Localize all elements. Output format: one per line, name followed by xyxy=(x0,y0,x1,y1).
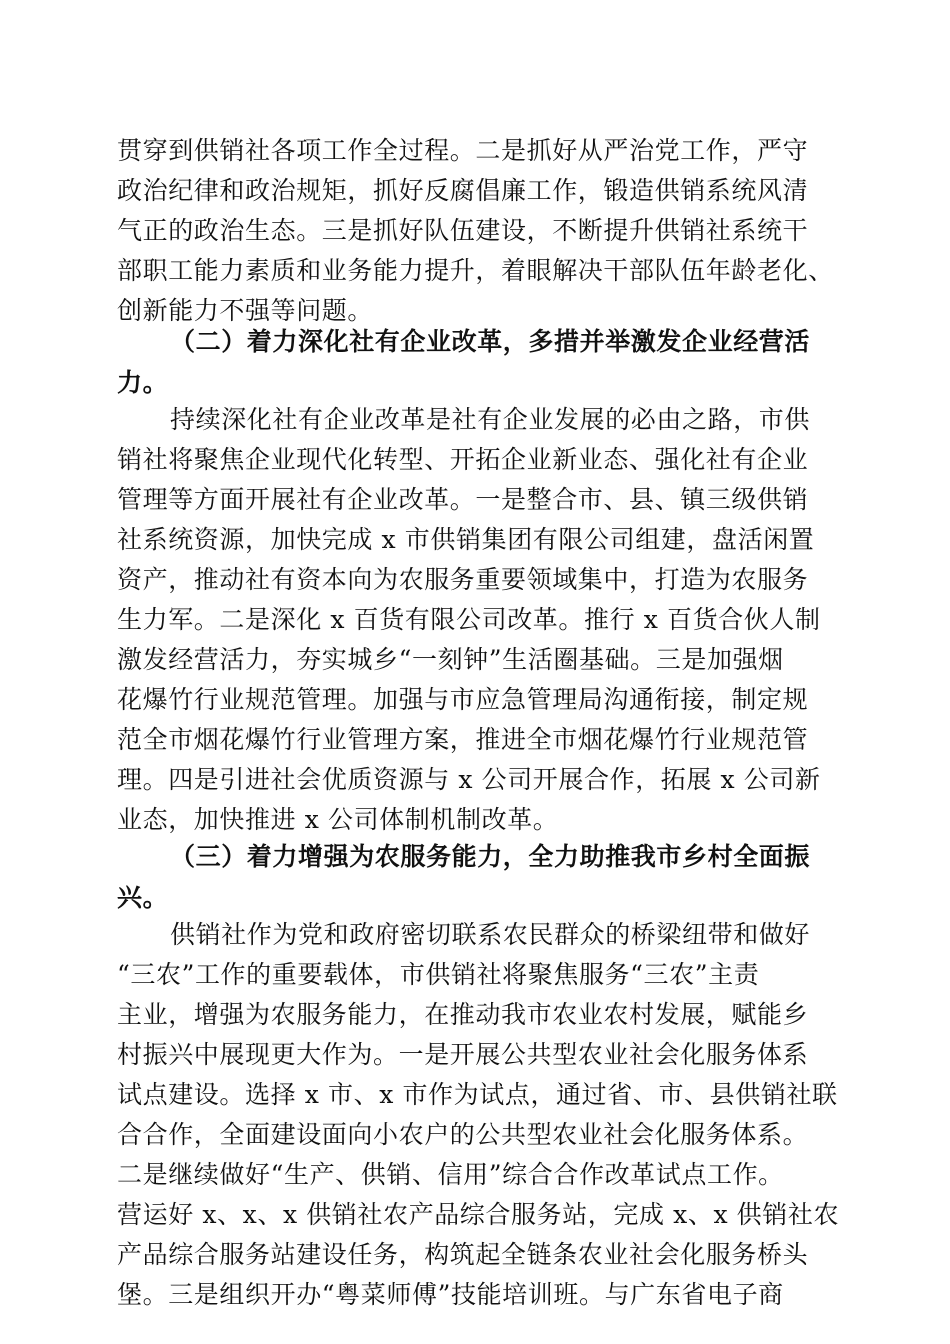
text-line: 生力军。二是深化 x 百货有限公司改革。推行 x 百货合伙人制 xyxy=(117,605,821,634)
text-line: 管理等方面开展社有企业改革。一是整合市、县、镇三级供销 xyxy=(117,485,809,514)
text-line: 村振兴中展现更大作为。一是开展公共型农业社会化服务体系 xyxy=(117,1040,809,1069)
text-line: 部职工能力素质和业务能力提升，着眼解决干部队伍年龄老化、 xyxy=(117,256,834,285)
text-line: 试点建设。选择 x 市、x 市作为试点，通过省、市、县供销社联 xyxy=(117,1080,838,1109)
section-heading: （三）着力增强为农服务能力，全力助推我市乡村全面振 xyxy=(170,842,811,871)
text-line: 激发经营活力，夯实城乡“一刻钟”生活圈基础。三是加强烟 xyxy=(117,645,784,674)
text-line: 业态，加快推进 x 公司体制机制改革。 xyxy=(117,805,559,834)
text-line: 社系统资源，加快完成 x 市供销集团有限公司组建，盘活闲置 xyxy=(117,525,815,554)
text-line: 范全市烟花爆竹行业管理方案，推进全市烟花爆竹行业规范管 xyxy=(117,725,809,754)
text-line: 合合作，全面建设面向小农户的公共型农业社会化服务体系。 xyxy=(117,1120,809,1149)
paragraph-first-line: 供销社作为党和政府密切联系农民群众的桥梁纽带和做好 xyxy=(170,920,811,949)
section-heading: （二）着力深化社有企业改革，多措并举激发企业经营活 xyxy=(170,327,811,356)
text-line: 政治纪律和政治规矩，抓好反腐倡廉工作，锻造供销系统风清 xyxy=(117,176,809,205)
text-line: 产品综合服务站建设任务，构筑起全链条农业社会化服务桥头 xyxy=(117,1240,809,1269)
paragraph-first-line: 持续深化社有企业改革是社有企业发展的必由之路，市供 xyxy=(170,405,811,434)
text-line: 贯穿到供销社各项工作全过程。二是抓好从严治党工作，严守 xyxy=(117,136,809,165)
text-line: 理。四是引进社会优质资源与 x 公司开展合作，拓展 x 公司新 xyxy=(117,765,821,794)
text-line: 花爆竹行业规范管理。加强与市应急管理局沟通衔接，制定规 xyxy=(117,685,809,714)
text-line: 堡。三是组织开办“粤菜师傅”技能培训班。与广东省电子商 xyxy=(117,1280,784,1309)
text-line: 销社将聚焦企业现代化转型、开拓企业新业态、强化社有企业 xyxy=(117,445,809,474)
text-line: 创新能力不强等问题。 xyxy=(117,296,374,325)
section-heading-continued: 兴。 xyxy=(117,883,169,912)
section-heading-continued: 力。 xyxy=(117,368,169,397)
text-line: 资产，推动社有资本向为农服务重要领域集中，打造为农服务 xyxy=(117,565,809,594)
text-line: 营运好 x、x、x 供销社农产品综合服务站，完成 x、x 供销社农 xyxy=(117,1200,840,1229)
text-line: 气正的政治生态。三是抓好队伍建设，不断提升供销社系统干 xyxy=(117,216,809,245)
text-line: 二是继续做好“生产、供销、信用”综合合作改革试点工作。 xyxy=(117,1160,784,1189)
text-line: 主业，增强为农服务能力，在推动我市农业农村发展，赋能乡 xyxy=(117,1000,809,1029)
text-line: “三农”工作的重要载体，市供销社将聚焦服务“三农”主责 xyxy=(117,960,760,989)
